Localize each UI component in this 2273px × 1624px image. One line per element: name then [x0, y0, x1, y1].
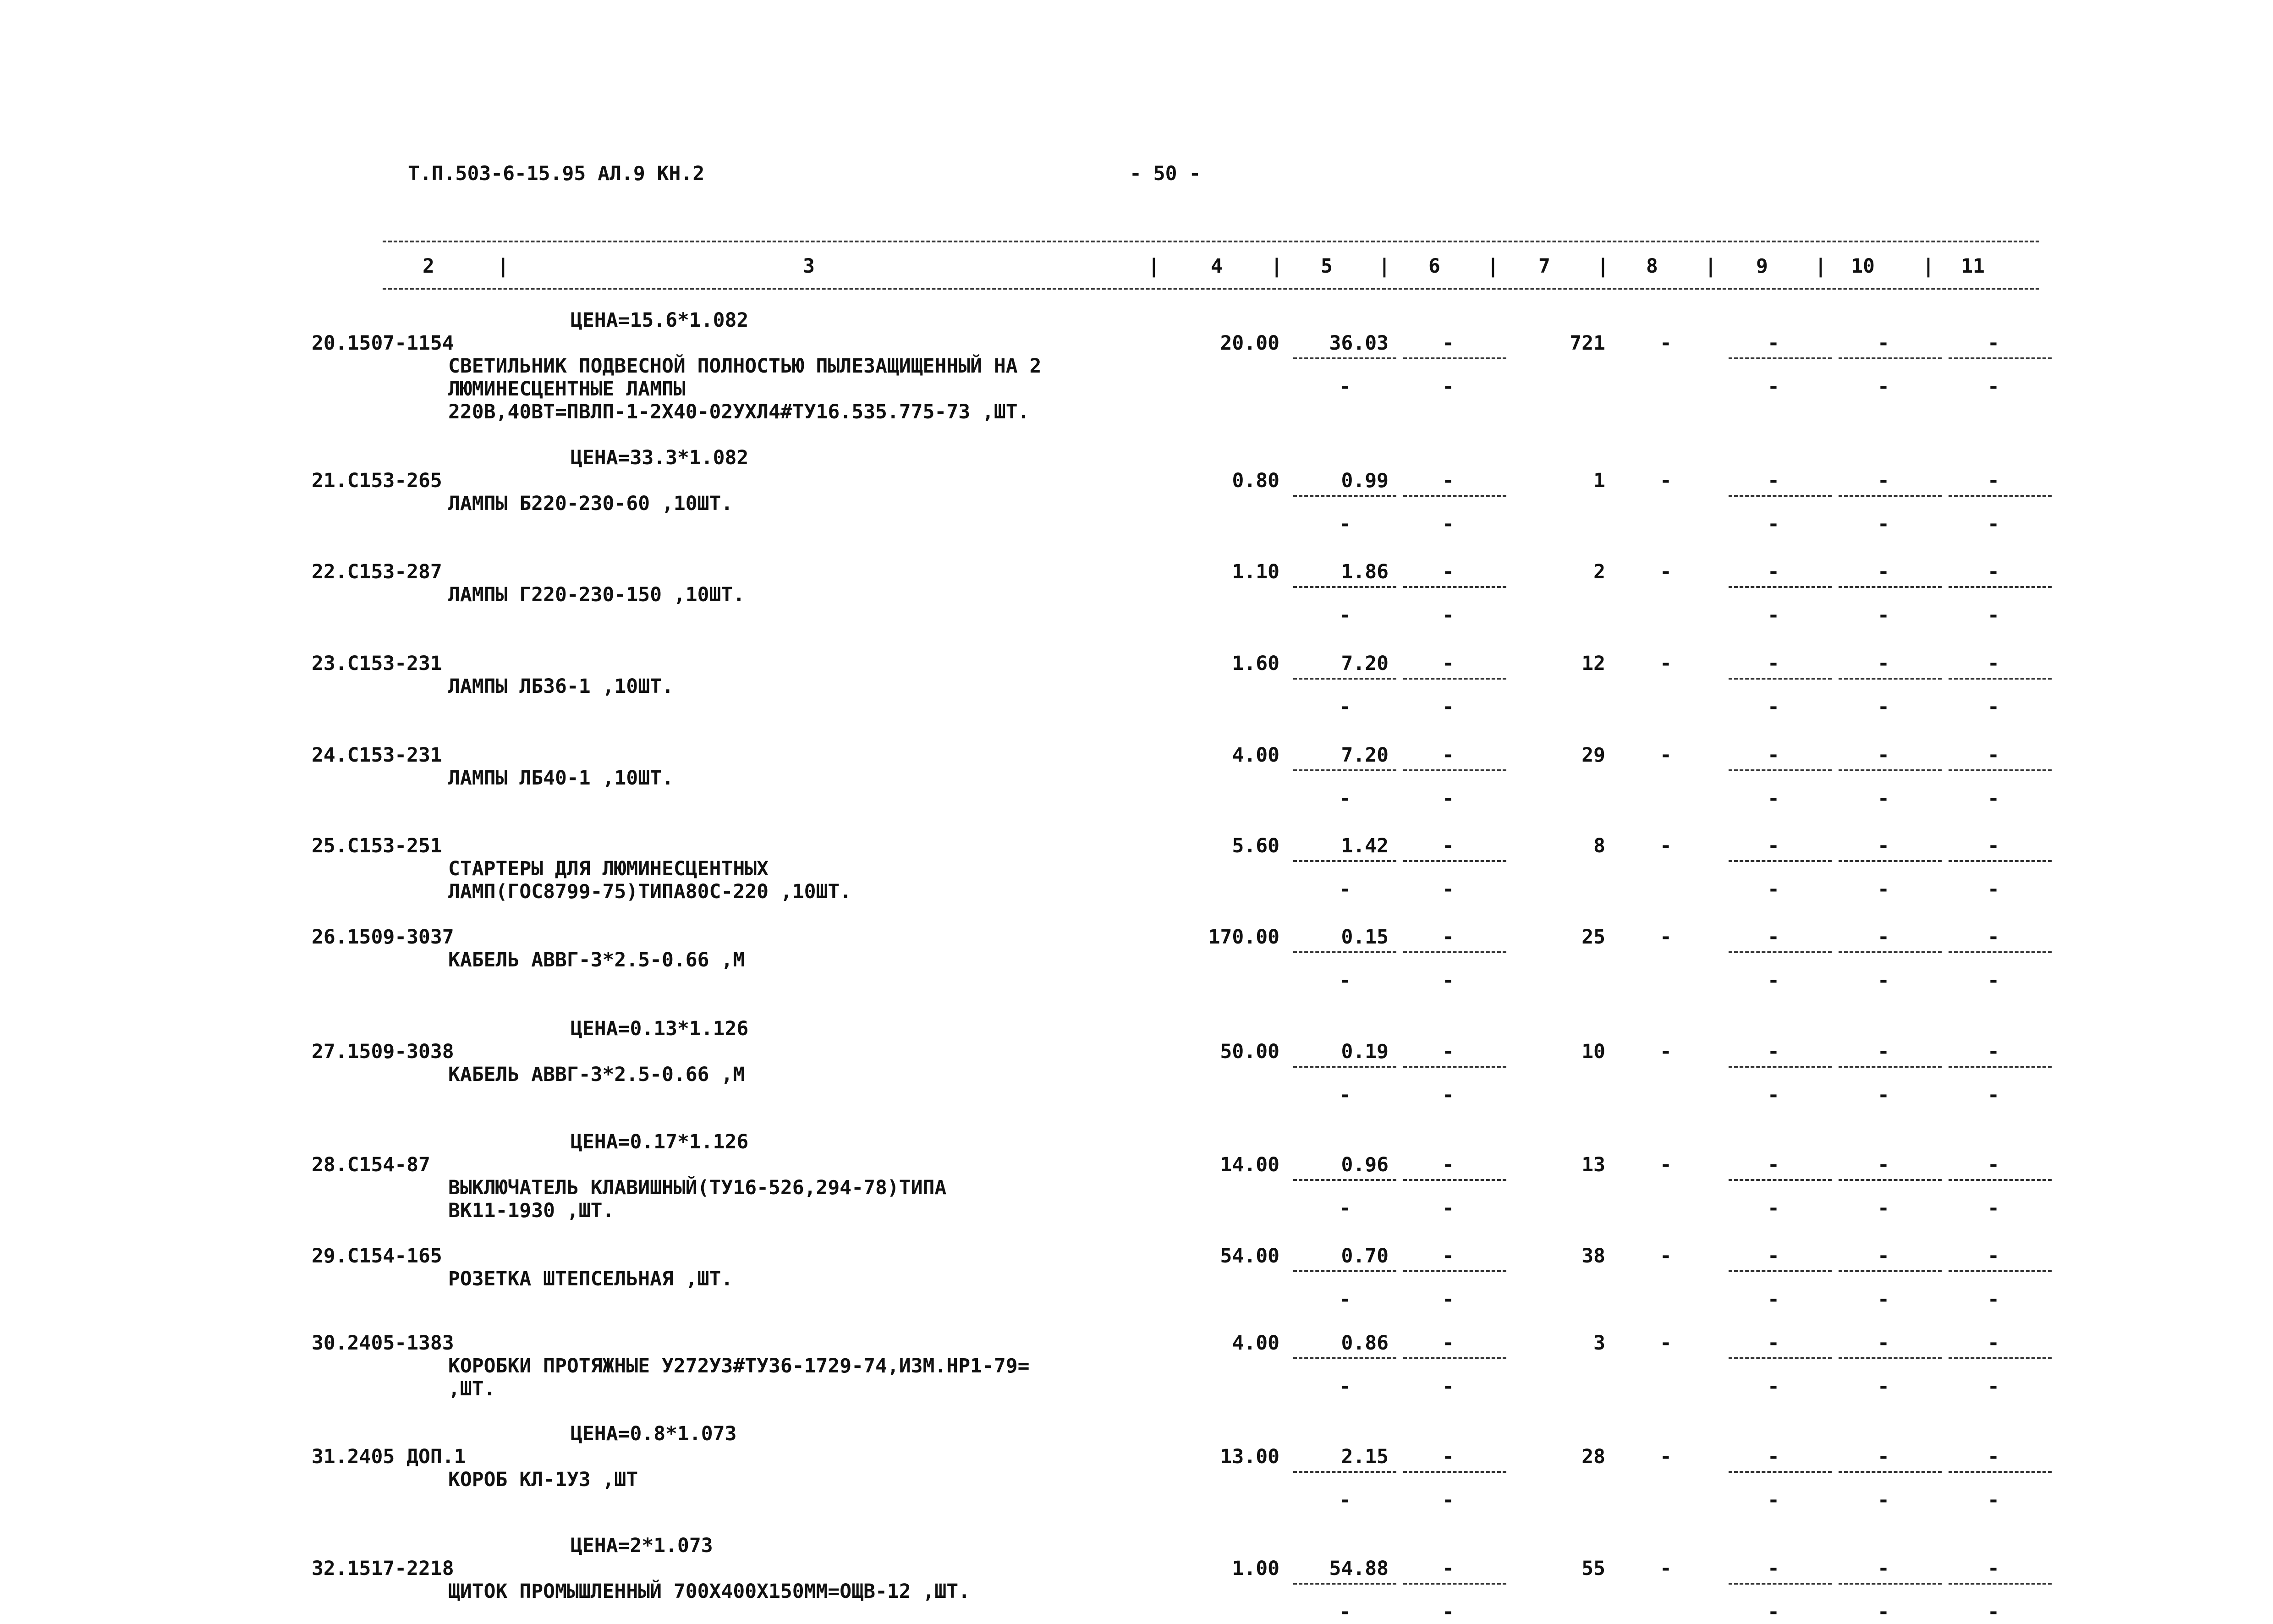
- item-description-line: 220В,40ВТ=ПВЛП-1-2Х40-02УХЛ4#ТУ16.535.775-73 ,ШТ.: [448, 401, 1030, 423]
- item-description-line: СТАРТЕРЫ ДЛЯ ЛЮМИНЕСЦЕНТНЫХ: [448, 857, 769, 880]
- quantity-cell: 4.00: [1232, 1332, 1279, 1355]
- empty-subcell-dash: -: [1988, 878, 1999, 901]
- empty-subcell-dash: -: [1339, 696, 1351, 719]
- col11-cell: -: [1988, 652, 1999, 675]
- unit-price-cell: 0.19: [1341, 1040, 1389, 1063]
- cell-separator: [1729, 1179, 1832, 1181]
- cell-separator: [1293, 1471, 1396, 1473]
- col11-cell: -: [1988, 1445, 1999, 1468]
- unit-price-cell: 1.42: [1341, 834, 1389, 857]
- col6-cell: -: [1442, 1245, 1454, 1267]
- col10-cell: -: [1878, 926, 1889, 949]
- col9-cell: -: [1768, 469, 1779, 492]
- item-description-line: РОЗЕТКА ШТЕПСЕЛЬНАЯ ,ШТ.: [448, 1267, 733, 1290]
- empty-subcell-dash: -: [1988, 1489, 1999, 1512]
- item-description-line: КАБЕЛЬ АВВГ-3*2.5-0.66 ,М: [448, 949, 745, 971]
- empty-subcell-dash: -: [1442, 1084, 1454, 1107]
- cell-separator: [1293, 586, 1396, 588]
- empty-subcell-dash: -: [1442, 969, 1454, 992]
- item-code: 21.С153-265: [312, 469, 442, 492]
- column-divider: |: [1705, 255, 1717, 278]
- col8-cell: -: [1660, 926, 1672, 949]
- col10-cell: -: [1878, 1332, 1889, 1355]
- item-code: 22.С153-287: [312, 560, 442, 583]
- empty-subcell-dash: -: [1878, 1084, 1889, 1107]
- column-header-2: 2: [423, 255, 434, 278]
- cell-separator: [1403, 586, 1506, 588]
- empty-subcell-dash: -: [1442, 1489, 1454, 1512]
- col8-cell: -: [1660, 1245, 1672, 1267]
- col10-cell: -: [1878, 1557, 1889, 1580]
- price-note: ЦЕНА=0.8*1.073: [571, 1422, 737, 1445]
- unit-price-cell: 54.88: [1329, 1557, 1389, 1580]
- item-description-line: ,ШТ.: [448, 1377, 496, 1400]
- cell-separator: [1949, 1357, 2052, 1359]
- col6-cell: -: [1442, 1445, 1454, 1468]
- column-header-8: 8: [1646, 255, 1658, 278]
- cell-separator: [1949, 1471, 2052, 1473]
- unit-price-cell: 36.03: [1329, 332, 1389, 355]
- col9-cell: -: [1768, 834, 1779, 857]
- item-description-line: СВЕТИЛЬНИК ПОДВЕСНОЙ ПОЛНОСТЬЮ ПЫЛЕЗАЩИЩЕННЫЙ НА 2: [448, 355, 1042, 378]
- empty-subcell-dash: -: [1768, 696, 1779, 719]
- column-divider: |: [497, 255, 509, 278]
- col6-cell: -: [1442, 744, 1454, 767]
- col10-cell: -: [1878, 1040, 1889, 1063]
- cell-separator: [1403, 1179, 1506, 1181]
- cell-separator: [1839, 1357, 1942, 1359]
- empty-subcell-dash: -: [1442, 1375, 1454, 1398]
- empty-subcell-dash: -: [1988, 787, 1999, 810]
- col11-cell: -: [1988, 560, 1999, 583]
- item-description-line: ЩИТОК ПРОМЫШЛЕННЫЙ 700Х400Х150ММ=ОЩВ-12 ,ШТ.: [448, 1580, 971, 1603]
- column-header-6: 6: [1428, 255, 1440, 278]
- col10-cell: -: [1878, 1445, 1889, 1468]
- col11-cell: -: [1988, 469, 1999, 492]
- col6-cell: -: [1442, 1557, 1454, 1580]
- cell-separator: [1949, 769, 2052, 771]
- cell-separator: [1839, 1179, 1942, 1181]
- item-description-line: КОРОБ КЛ-1УЗ ,ШТ: [448, 1468, 638, 1491]
- cell-separator: [1293, 678, 1396, 680]
- cell-separator: [1839, 586, 1942, 588]
- quantity-cell: 50.00: [1220, 1040, 1279, 1063]
- cell-separator: [1293, 1179, 1396, 1181]
- quantity-cell: 1.10: [1232, 560, 1279, 583]
- col6-cell: -: [1442, 652, 1454, 675]
- col8-cell: -: [1660, 332, 1672, 355]
- col9-cell: -: [1768, 332, 1779, 355]
- cell-separator: [1293, 769, 1396, 771]
- cell-separator: [1403, 1583, 1506, 1585]
- unit-price-cell: 0.96: [1341, 1153, 1389, 1176]
- cell-separator: [1293, 1357, 1396, 1359]
- cell-separator: [1293, 860, 1396, 862]
- column-header-3: 3: [803, 255, 815, 278]
- column-header-7: 7: [1538, 255, 1550, 278]
- empty-subcell-dash: -: [1768, 604, 1779, 627]
- item-description-line: ЛАМПЫ ЛБ36-1 ,10ШТ.: [448, 675, 674, 698]
- unit-price-cell: 0.86: [1341, 1332, 1389, 1355]
- empty-subcell-dash: -: [1988, 1197, 1999, 1220]
- empty-subcell-dash: -: [1442, 1197, 1454, 1220]
- empty-subcell-dash: -: [1768, 513, 1779, 536]
- cell-separator: [1729, 678, 1832, 680]
- page-number: - 50 -: [1130, 162, 1201, 185]
- cell-separator: [1729, 586, 1832, 588]
- cell-separator: [1729, 1357, 1832, 1359]
- cell-separator: [1949, 951, 2052, 953]
- empty-subcell-dash: -: [1339, 375, 1351, 398]
- empty-subcell-dash: -: [1768, 1288, 1779, 1311]
- col8-cell: -: [1660, 744, 1672, 767]
- col11-cell: -: [1988, 1040, 1999, 1063]
- column-divider: |: [1922, 255, 1934, 278]
- cell-separator: [1729, 1270, 1832, 1272]
- empty-subcell-dash: -: [1988, 1084, 1999, 1107]
- unit-price-cell: 7.20: [1341, 744, 1389, 767]
- cell-separator: [1403, 678, 1506, 680]
- quantity-cell: 0.80: [1232, 469, 1279, 492]
- cell-separator: [1403, 1357, 1506, 1359]
- empty-subcell-dash: -: [1768, 1197, 1779, 1220]
- cell-separator: [1729, 1471, 1832, 1473]
- empty-subcell-dash: -: [1768, 969, 1779, 992]
- col8-cell: -: [1660, 652, 1672, 675]
- total-cell: 1: [1593, 469, 1605, 492]
- column-header-4: 4: [1211, 255, 1223, 278]
- unit-price-cell: 1.86: [1341, 560, 1389, 583]
- col6-cell: -: [1442, 469, 1454, 492]
- item-description-line: ВЫКЛЮЧАТЕЛЬ КЛАВИШНЫЙ(ТУ16-526,294-78)ТИПА: [448, 1176, 947, 1199]
- total-cell: 13: [1581, 1153, 1605, 1176]
- cell-separator: [1403, 495, 1506, 497]
- col6-cell: -: [1442, 560, 1454, 583]
- col9-cell: -: [1768, 1557, 1779, 1580]
- col10-cell: -: [1878, 560, 1889, 583]
- empty-subcell-dash: -: [1878, 1601, 1889, 1624]
- item-code: 23.С153-231: [312, 652, 442, 675]
- total-cell: 721: [1570, 332, 1605, 355]
- col8-cell: -: [1660, 1557, 1672, 1580]
- col8-cell: -: [1660, 1445, 1672, 1468]
- empty-subcell-dash: -: [1878, 1489, 1889, 1512]
- cell-separator: [1839, 1583, 1942, 1585]
- cell-separator: [1839, 357, 1942, 359]
- cell-separator: [1403, 1471, 1506, 1473]
- price-note: ЦЕНА=0.17*1.126: [571, 1130, 749, 1153]
- quantity-cell: 170.00: [1208, 926, 1279, 949]
- cell-separator: [1403, 860, 1506, 862]
- col6-cell: -: [1442, 834, 1454, 857]
- cell-separator: [1403, 769, 1506, 771]
- cell-separator: [1949, 1179, 2052, 1181]
- col10-cell: -: [1878, 834, 1889, 857]
- cell-separator: [1949, 678, 2052, 680]
- empty-subcell-dash: -: [1878, 1197, 1889, 1220]
- item-description-line: КОРОБКИ ПРОТЯЖНЫЕ У272УЗ#ТУ36-1729-74,ИЗМ.НР1-79=: [448, 1355, 1030, 1377]
- empty-subcell-dash: -: [1878, 787, 1889, 810]
- item-code: 27.1509-3038: [312, 1040, 454, 1063]
- col6-cell: -: [1442, 1040, 1454, 1063]
- cell-separator: [1293, 495, 1396, 497]
- empty-subcell-dash: -: [1768, 1375, 1779, 1398]
- cell-separator: [1949, 1066, 2052, 1068]
- cell-separator: [1839, 1066, 1942, 1068]
- item-description-line: ЛЮМИНЕСЦЕНТНЫЕ ЛАМПЫ: [448, 378, 686, 401]
- col8-cell: -: [1660, 1040, 1672, 1063]
- col9-cell: -: [1768, 1153, 1779, 1176]
- cell-separator: [1293, 1066, 1396, 1068]
- empty-subcell-dash: -: [1339, 604, 1351, 627]
- empty-subcell-dash: -: [1339, 787, 1351, 810]
- price-note: ЦЕНА=33.3*1.082: [571, 446, 749, 469]
- quantity-cell: 4.00: [1232, 744, 1279, 767]
- quantity-cell: 1.00: [1232, 1557, 1279, 1580]
- item-description-line: ЛАМПЫ ЛБ40-1 ,10ШТ.: [448, 767, 674, 790]
- item-description-line: КАБЕЛЬ АВВГ-3*2.5-0.66 ,М: [448, 1063, 745, 1086]
- price-note: ЦЕНА=0.13*1.126: [571, 1017, 749, 1040]
- item-description-line: ЛАМПЫ Г220-230-150 ,10ШТ.: [448, 583, 745, 606]
- col11-cell: -: [1988, 1153, 1999, 1176]
- cell-separator: [1729, 951, 1832, 953]
- column-divider: |: [1487, 255, 1499, 278]
- col9-cell: -: [1768, 1040, 1779, 1063]
- price-note: ЦЕНА=2*1.073: [571, 1534, 713, 1557]
- col9-cell: -: [1768, 744, 1779, 767]
- cell-separator: [1839, 769, 1942, 771]
- item-code: 31.2405 ДОП.1: [312, 1445, 466, 1468]
- cell-separator: [1293, 951, 1396, 953]
- empty-subcell-dash: -: [1878, 604, 1889, 627]
- cell-separator: [1293, 357, 1396, 359]
- empty-subcell-dash: -: [1442, 878, 1454, 901]
- cell-separator: [1729, 495, 1832, 497]
- column-divider: |: [1597, 255, 1609, 278]
- empty-subcell-dash: -: [1339, 1375, 1351, 1398]
- cell-separator: [1403, 1066, 1506, 1068]
- item-code: 32.1517-2218: [312, 1557, 454, 1580]
- col10-cell: -: [1878, 652, 1889, 675]
- col6-cell: -: [1442, 1153, 1454, 1176]
- empty-subcell-dash: -: [1442, 1288, 1454, 1311]
- empty-subcell-dash: -: [1768, 1084, 1779, 1107]
- cell-separator: [1839, 951, 1942, 953]
- empty-subcell-dash: -: [1768, 1601, 1779, 1624]
- cell-separator: [1839, 1270, 1942, 1272]
- item-code: 28.С154-87: [312, 1153, 430, 1176]
- col11-cell: -: [1988, 834, 1999, 857]
- empty-subcell-dash: -: [1988, 1288, 1999, 1311]
- item-code: 24.С153-231: [312, 744, 442, 767]
- unit-price-cell: 7.20: [1341, 652, 1389, 675]
- col8-cell: -: [1660, 560, 1672, 583]
- cell-separator: [1729, 357, 1832, 359]
- col10-cell: -: [1878, 332, 1889, 355]
- cell-separator: [1729, 1583, 1832, 1585]
- item-description-line: ЛАМП(ГОС8799-75)ТИПА80С-220 ,10ШТ.: [448, 880, 852, 903]
- item-description-line: ВК11-1930 ,ШТ.: [448, 1199, 615, 1222]
- col9-cell: -: [1768, 1245, 1779, 1267]
- column-header-9: 9: [1756, 255, 1768, 278]
- column-header-5: 5: [1321, 255, 1333, 278]
- empty-subcell-dash: -: [1442, 604, 1454, 627]
- empty-subcell-dash: -: [1878, 969, 1889, 992]
- cell-separator: [1949, 1270, 2052, 1272]
- col10-cell: -: [1878, 744, 1889, 767]
- cell-separator: [1839, 678, 1942, 680]
- cell-separator: [1403, 357, 1506, 359]
- total-cell: 25: [1581, 926, 1605, 949]
- col9-cell: -: [1768, 652, 1779, 675]
- empty-subcell-dash: -: [1768, 375, 1779, 398]
- column-divider: |: [1378, 255, 1390, 278]
- total-cell: 28: [1581, 1445, 1605, 1468]
- col9-cell: -: [1768, 1332, 1779, 1355]
- empty-subcell-dash: -: [1339, 513, 1351, 536]
- cell-separator: [1949, 357, 2052, 359]
- col8-cell: -: [1660, 834, 1672, 857]
- empty-subcell-dash: -: [1442, 1601, 1454, 1624]
- column-divider: |: [1148, 255, 1160, 278]
- cell-separator: [1729, 1066, 1832, 1068]
- total-cell: 12: [1581, 652, 1605, 675]
- cell-separator: [1293, 1583, 1396, 1585]
- empty-subcell-dash: -: [1768, 787, 1779, 810]
- cell-separator: [1839, 860, 1942, 862]
- cell-separator: [1403, 951, 1506, 953]
- empty-subcell-dash: -: [1339, 1601, 1351, 1624]
- total-cell: 38: [1581, 1245, 1605, 1267]
- quantity-cell: 14.00: [1220, 1153, 1279, 1176]
- empty-subcell-dash: -: [1768, 878, 1779, 901]
- col8-cell: -: [1660, 469, 1672, 492]
- col11-cell: -: [1988, 926, 1999, 949]
- document-code: Т.П.503-6-15.95 АЛ.9 КН.2: [408, 162, 705, 185]
- item-code: 26.1509-3037: [312, 926, 454, 949]
- total-cell: 8: [1593, 834, 1605, 857]
- column-divider: |: [1815, 255, 1827, 278]
- item-code: 30.2405-1383: [312, 1332, 454, 1355]
- col10-cell: -: [1878, 469, 1889, 492]
- empty-subcell-dash: -: [1768, 1489, 1779, 1512]
- col9-cell: -: [1768, 926, 1779, 949]
- empty-subcell-dash: -: [1988, 969, 1999, 992]
- col8-cell: -: [1660, 1153, 1672, 1176]
- empty-subcell-dash: -: [1878, 1288, 1889, 1311]
- col10-cell: -: [1878, 1153, 1889, 1176]
- item-code: 29.С154-165: [312, 1245, 442, 1267]
- empty-subcell-dash: -: [1988, 513, 1999, 536]
- price-note: ЦЕНА=15.6*1.082: [571, 309, 749, 332]
- col11-cell: -: [1988, 1332, 1999, 1355]
- cell-separator: [1403, 1270, 1506, 1272]
- empty-subcell-dash: -: [1442, 375, 1454, 398]
- quantity-cell: 1.60: [1232, 652, 1279, 675]
- cell-separator: [1949, 1583, 2052, 1585]
- quantity-cell: 13.00: [1220, 1445, 1279, 1468]
- empty-subcell-dash: -: [1339, 1288, 1351, 1311]
- empty-subcell-dash: -: [1988, 604, 1999, 627]
- item-code: 20.1507-1154: [312, 332, 454, 355]
- empty-subcell-dash: -: [1988, 375, 1999, 398]
- unit-price-cell: 0.15: [1341, 926, 1389, 949]
- total-cell: 10: [1581, 1040, 1605, 1063]
- column-header-10: 10: [1851, 255, 1875, 278]
- empty-subcell-dash: -: [1442, 787, 1454, 810]
- col6-cell: -: [1442, 1332, 1454, 1355]
- cell-separator: [1729, 860, 1832, 862]
- col8-cell: -: [1660, 1332, 1672, 1355]
- empty-subcell-dash: -: [1878, 1375, 1889, 1398]
- col6-cell: -: [1442, 926, 1454, 949]
- col9-cell: -: [1768, 560, 1779, 583]
- empty-subcell-dash: -: [1878, 375, 1889, 398]
- unit-price-cell: 0.99: [1341, 469, 1389, 492]
- empty-subcell-dash: -: [1878, 696, 1889, 719]
- empty-subcell-dash: -: [1442, 696, 1454, 719]
- empty-subcell-dash: -: [1442, 513, 1454, 536]
- total-cell: 55: [1581, 1557, 1605, 1580]
- cell-separator: [1949, 860, 2052, 862]
- empty-subcell-dash: -: [1339, 1489, 1351, 1512]
- col11-cell: -: [1988, 332, 1999, 355]
- unit-price-cell: 2.15: [1341, 1445, 1389, 1468]
- cell-separator: [1729, 769, 1832, 771]
- total-cell: 3: [1593, 1332, 1605, 1355]
- quantity-cell: 54.00: [1220, 1245, 1279, 1267]
- cell-separator: [1839, 1471, 1942, 1473]
- empty-subcell-dash: -: [1339, 969, 1351, 992]
- empty-subcell-dash: -: [1878, 513, 1889, 536]
- item-code: 25.С153-251: [312, 834, 442, 857]
- empty-subcell-dash: -: [1339, 1197, 1351, 1220]
- col11-cell: -: [1988, 1245, 1999, 1267]
- cell-separator: [1293, 1270, 1396, 1272]
- cell-separator: [1839, 495, 1942, 497]
- quantity-cell: 20.00: [1220, 332, 1279, 355]
- col6-cell: -: [1442, 332, 1454, 355]
- col11-cell: -: [1988, 744, 1999, 767]
- empty-subcell-dash: -: [1339, 878, 1351, 901]
- unit-price-cell: 0.70: [1341, 1245, 1389, 1267]
- empty-subcell-dash: -: [1988, 696, 1999, 719]
- column-divider: |: [1271, 255, 1283, 278]
- quantity-cell: 5.60: [1232, 834, 1279, 857]
- empty-subcell-dash: -: [1988, 1375, 1999, 1398]
- total-cell: 2: [1593, 560, 1605, 583]
- col11-cell: -: [1988, 1557, 1999, 1580]
- empty-subcell-dash: -: [1988, 1601, 1999, 1624]
- col9-cell: -: [1768, 1445, 1779, 1468]
- cell-separator: [1949, 586, 2052, 588]
- empty-subcell-dash: -: [1339, 1084, 1351, 1107]
- col10-cell: -: [1878, 1245, 1889, 1267]
- total-cell: 29: [1581, 744, 1605, 767]
- empty-subcell-dash: -: [1878, 878, 1889, 901]
- column-header-11: 11: [1961, 255, 1985, 278]
- item-description-line: ЛАМПЫ Б220-230-60 ,10ШТ.: [448, 492, 733, 515]
- cell-separator: [1949, 495, 2052, 497]
